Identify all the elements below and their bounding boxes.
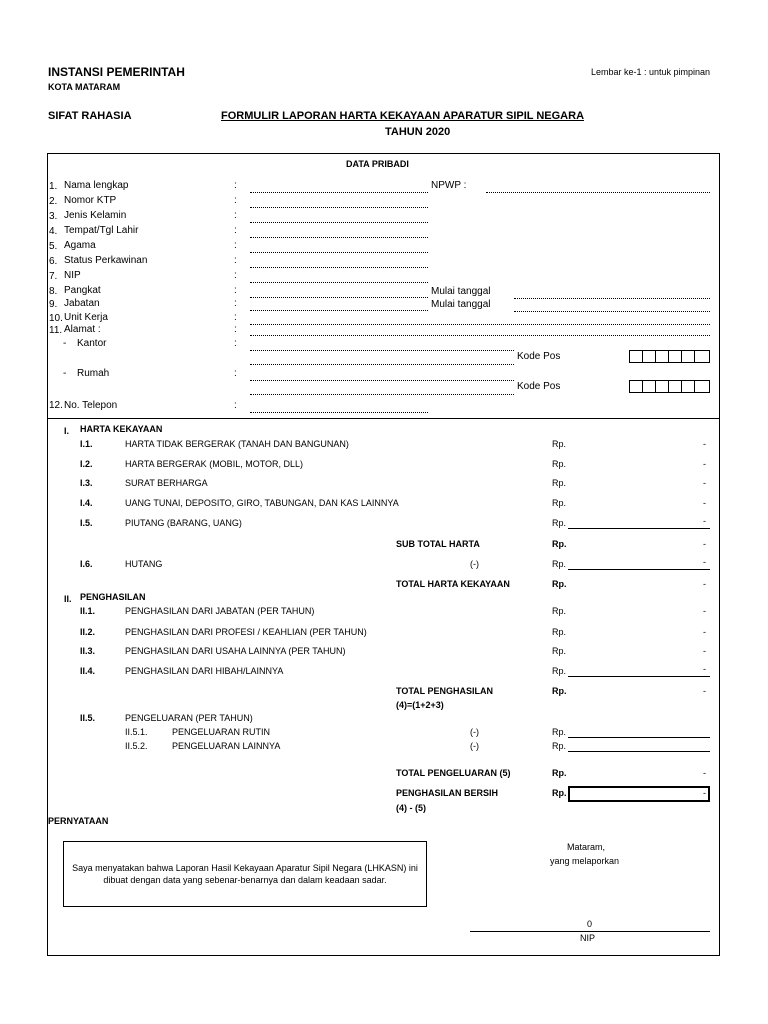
colon: : <box>234 324 237 335</box>
signer-value: 0 <box>587 919 593 929</box>
colon: : <box>234 270 237 281</box>
income-value: - <box>703 627 706 637</box>
personal-section-title: DATA PRIBADI <box>346 159 409 169</box>
currency: Rp. <box>552 686 567 696</box>
field-label-rank: Pangkat <box>64 285 101 296</box>
field-label-home: Rumah <box>77 368 110 379</box>
asset-code: I.1. <box>80 439 93 449</box>
currency: Rp. <box>552 606 567 616</box>
rank-fill-line[interactable] <box>250 297 428 298</box>
field-num: 7. <box>49 271 58 282</box>
income-code: II.2. <box>80 627 96 637</box>
income-section-num: II. <box>64 594 72 604</box>
asset-label-cash: UANG TUNAI, DEPOSITO, GIRO, TABUNGAN, DAN KAS LAINNYA <box>125 498 399 508</box>
phone-fill-line[interactable] <box>250 412 428 413</box>
birth-fill-line[interactable] <box>250 237 428 238</box>
field-label-marital: Status Perkawinan <box>64 255 148 266</box>
asset-code: I.2. <box>80 459 93 469</box>
receivables-underline <box>568 528 710 529</box>
asset-code: I.3. <box>80 478 93 488</box>
field-label-birth: Tempat/Tgl Lahir <box>64 225 139 236</box>
colon: : <box>234 368 237 379</box>
nip-fill-line[interactable] <box>250 282 428 283</box>
expense-label: PENGELUARAN (PER TAHUN) <box>125 713 253 723</box>
signature-line <box>470 931 710 932</box>
office-postcode-label: Kode Pos <box>517 351 561 362</box>
statement-box <box>63 841 427 907</box>
asset-value: - <box>703 516 706 526</box>
currency: Rp. <box>552 727 567 737</box>
income-section-title: PENGHASILAN <box>80 592 146 602</box>
field-label-address: Alamat : <box>64 324 101 335</box>
office-postcode-boxes[interactable] <box>629 350 710 363</box>
debt-value: - <box>703 557 706 567</box>
field-num: 2. <box>49 196 58 207</box>
field-label-position: Jabatan <box>64 298 100 309</box>
expense-sub-code: II.5.2. <box>125 741 148 751</box>
subtotal-value: - <box>703 539 706 549</box>
currency: Rp. <box>552 666 567 676</box>
field-num: 11. <box>49 325 63 336</box>
grant-underline <box>568 676 710 677</box>
expense-sub-code: II.5.1. <box>125 727 148 737</box>
form-title: FORMULIR LAPORAN HARTA KEKAYAAN APARATUR SIPIL NEGARA <box>221 110 585 122</box>
ktp-fill-line[interactable] <box>250 207 428 208</box>
field-num: 4. <box>49 226 58 237</box>
npwp-label: NPWP : <box>431 180 467 191</box>
asset-label-securities: SURAT BERHARGA <box>125 478 208 488</box>
currency: Rp. <box>552 559 567 569</box>
nip-label: NIP <box>580 933 596 943</box>
minus-sign: (-) <box>470 741 479 751</box>
net-income-value: - <box>703 788 706 798</box>
currency: Rp. <box>552 741 567 751</box>
field-num: 9. <box>49 299 58 310</box>
other-expense-underline <box>568 751 710 752</box>
asset-label-movable: HARTA BERGERAK (MOBIL, MOTOR, DLL) <box>125 459 304 469</box>
home-address-line-2[interactable] <box>250 394 514 395</box>
expense-label-other: PENGELUARAN LAINNYA <box>172 741 281 751</box>
minus-sign: (-) <box>470 559 479 569</box>
currency: Rp. <box>552 478 567 488</box>
currency: Rp. <box>552 439 567 449</box>
minus-sign: (-) <box>470 727 479 737</box>
colon: : <box>234 285 237 296</box>
asset-code: I.5. <box>80 518 93 528</box>
asset-value: - <box>703 478 706 488</box>
net-income-box <box>568 786 710 802</box>
field-label-gender: Jenis Kelamin <box>64 210 127 221</box>
signature-reporter: yang melaporkan <box>550 856 620 866</box>
gender-fill-line[interactable] <box>250 222 428 223</box>
religion-fill-line[interactable] <box>250 252 428 253</box>
colon: : <box>234 210 237 221</box>
income-code: II.1. <box>80 606 96 616</box>
asset-value: - <box>703 498 706 508</box>
agency-name: INSTANSI PEMERINTAH <box>48 65 185 79</box>
office-address-line-2[interactable] <box>250 364 514 365</box>
currency: Rp. <box>552 579 567 589</box>
npwp-fill-line[interactable] <box>486 192 710 193</box>
field-num: 8. <box>49 286 58 297</box>
routine-underline <box>568 737 710 738</box>
expense-code: II.5. <box>80 713 96 723</box>
rank-since-fill-line[interactable] <box>514 298 710 299</box>
position-since-label: Mulai tanggal <box>431 299 491 310</box>
asset-value: - <box>703 459 706 469</box>
income-label-business: PENGHASILAN DARI USAHA LAINNYA (PER TAHUN) <box>125 646 346 656</box>
unit-fill-line[interactable] <box>250 324 710 325</box>
total-expense-value: - <box>703 768 706 778</box>
colon: : <box>234 255 237 266</box>
statement-title: PERNYATAAN <box>48 816 109 826</box>
colon: : <box>234 195 237 206</box>
position-fill-line[interactable] <box>250 310 428 311</box>
office-address-line-1[interactable] <box>250 350 514 351</box>
field-num: 12. <box>49 400 63 411</box>
colon: : <box>234 298 237 309</box>
address-fill-line[interactable] <box>250 335 710 336</box>
rank-since-label: Mulai tanggal <box>431 286 491 297</box>
asset-label-land: HARTA TIDAK BERGERAK (TANAH DAN BANGUNAN) <box>125 439 349 449</box>
currency: Rp. <box>552 627 567 637</box>
income-value: - <box>703 606 706 616</box>
field-num: 6. <box>49 256 58 267</box>
income-code: II.4. <box>80 666 96 676</box>
position-since-fill-line[interactable] <box>514 311 710 312</box>
field-label-name: Nama lengkap <box>64 180 129 191</box>
form-year: TAHUN 2020 <box>385 126 451 138</box>
currency: Rp. <box>552 459 567 469</box>
classification: SIFAT RAHASIA <box>48 110 132 122</box>
currency: Rp. <box>552 646 567 656</box>
colon: : <box>234 240 237 251</box>
currency: Rp. <box>552 788 567 798</box>
field-num: 5. <box>49 241 58 252</box>
home-postcode-boxes[interactable] <box>629 380 710 393</box>
home-postcode-label: Kode Pos <box>517 381 561 392</box>
total-income-label: TOTAL PENGHASILAN <box>396 686 494 696</box>
debt-label: HUTANG <box>125 559 163 569</box>
city-name: KOTA MATARAM <box>48 82 121 92</box>
colon: : <box>234 400 237 411</box>
field-num: 10. <box>49 313 63 324</box>
field-label-nip: NIP <box>64 270 81 281</box>
asset-value: - <box>703 439 706 449</box>
subtotal-label: SUB TOTAL HARTA <box>396 539 480 549</box>
debt-underline <box>568 569 710 570</box>
total-assets-value: - <box>703 579 706 589</box>
name-fill-line[interactable] <box>250 192 428 193</box>
currency: Rp. <box>552 539 567 549</box>
statement-text: Saya menyatakan bahwa Laporan Hasil Kekayaan Aparatur Sipil Negara (LHKASN) ini dibuat dengan data yang sebenar-benarnya dan dalam keadaan sadar. <box>72 863 418 885</box>
total-expense-label: TOTAL PENGELUARAN (5) <box>396 768 511 778</box>
currency: Rp. <box>552 498 567 508</box>
field-label-unit: Unit Kerja <box>64 312 108 323</box>
assets-section-title: HARTA KEKAYAAN <box>80 424 163 434</box>
currency: Rp. <box>552 768 567 778</box>
field-label-religion: Agama <box>64 240 96 251</box>
net-income-label: PENGHASILAN BERSIH <box>396 788 499 798</box>
sheet-note: Lembar ke-1 : untuk pimpinan <box>591 67 711 77</box>
income-value: - <box>703 664 706 674</box>
colon: : <box>234 312 237 323</box>
currency: Rp. <box>552 518 567 528</box>
field-label-office: Kantor <box>77 338 107 349</box>
income-code: II.3. <box>80 646 96 656</box>
asset-label-receivables: PIUTANG (BARANG, UANG) <box>125 518 242 528</box>
expense-label-routine: PENGELUARAN RUTIN <box>172 727 271 737</box>
field-num: - <box>63 338 67 349</box>
total-income-formula: (4)=(1+2+3) <box>396 700 444 710</box>
income-value: - <box>703 646 706 656</box>
income-label-position: PENGHASILAN DARI JABATAN (PER TAHUN) <box>125 606 315 616</box>
field-num: - <box>63 368 67 379</box>
asset-code: I.4. <box>80 498 93 508</box>
assets-section-num: I. <box>64 426 70 436</box>
net-income-formula: (4) - (5) <box>396 803 426 813</box>
field-label-ktp: Nomor KTP <box>64 195 117 206</box>
income-label-profession: PENGHASILAN DARI PROFESI / KEAHLIAN (PER TAHUN) <box>125 627 367 637</box>
colon: : <box>234 338 237 349</box>
marital-fill-line[interactable] <box>250 267 428 268</box>
field-num: 1. <box>49 181 58 192</box>
field-num: 3. <box>49 211 58 222</box>
total-income-value: - <box>703 686 706 696</box>
colon: : <box>234 180 237 191</box>
colon: : <box>234 225 237 236</box>
signature-place: Mataram, <box>567 842 606 852</box>
income-label-grant: PENGHASILAN DARI HIBAH/LAINNYA <box>125 666 284 676</box>
home-address-line-1[interactable] <box>250 380 514 381</box>
total-assets-label: TOTAL HARTA KEKAYAAN <box>396 579 510 589</box>
field-label-phone: No. Telepon <box>64 400 118 411</box>
debt-code: I.6. <box>80 559 93 569</box>
